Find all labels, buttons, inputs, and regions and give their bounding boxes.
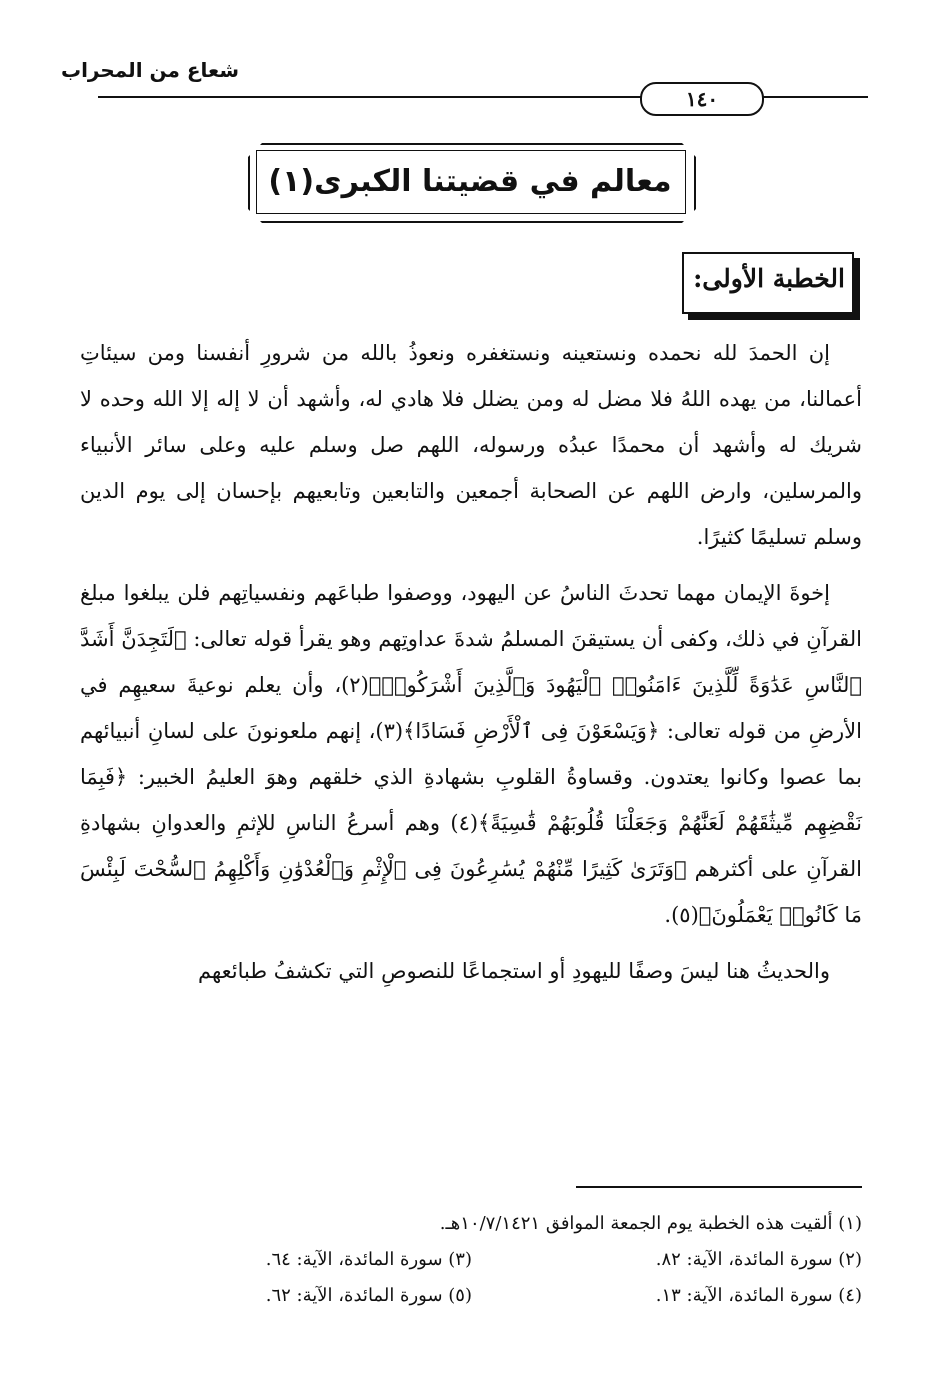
paragraph-closing: والحديثُ هنا ليسَ وصفًا لليهودِ أو استجماعًا للنصوصِ التي تكشفُ طبائعهم <box>197 959 830 983</box>
page-number: ١٤٠ <box>640 82 764 116</box>
body-text <box>80 330 862 1004</box>
section-heading: الخطبة الأولى: <box>693 264 845 293</box>
footnote-1: (١) ألقيت هذه الخطبة يوم الجمعة الموافق ١٠/٧/١٤٢١هـ. <box>439 1213 862 1234</box>
footnote-2: (٢) سورة المائدة، الآية: ٨٢. <box>655 1249 862 1270</box>
footnote-5: (٥) سورة المائدة، الآية: ٦٢. <box>265 1285 472 1306</box>
footnote-row-3 <box>80 1278 862 1314</box>
chapter-title: معالم في قضيتنا الكبرى(١) <box>268 164 672 199</box>
footnote-4: (٤) سورة المائدة، الآية: ١٣. <box>655 1285 862 1306</box>
footnote-3: (٣) سورة المائدة، الآية: ٦٤. <box>265 1249 472 1270</box>
footnote-row-1 <box>80 1206 862 1242</box>
paragraph-main: إخوةَ الإيمان مهما تحدثَ الناسُ عن اليهود، ووصفوا طباعَهم ونفسياتِهم فلن يبلغوا مبلغ القرآنِ في ذلك، وكفى أن يستيقنَ المسلمُ شدةَ عداوتِهم وهو يقرأ قوله تعالى: ﴿لَتَجِدَنَّ أَشَدَّ ٱلنَّاسِ عَدَٰوَةً لِّلَّذِينَ ءَامَنُوا۟ ٱلْيَهُودَ وَٱلَّذِينَ أَشْرَكُوا۟﴾(٢)، وأن يعلم نوعيةَ سعيهِم في الأرضِ من قوله تعالى: ﴿وَيَسْعَوْنَ فِى ٱلْأَرْضِ فَسَادًا﴾(٣)، إنهم ملعونونَ على لسانِ أنبيائهم بما عصوا وكانوا يعتدون. وقساوةُ القلوبِ بشهادةِ الذي خلقهم وهوَ العليمُ الخبير: ﴿فَبِمَا نَقْضِهِم مِّيثَٰقَهُمْ لَعَنَّٰهُمْ وَجَعَلْنَا قُلُوبَهُمْ قَٰسِيَةً﴾(٤) وهم أسرعُ الناسِ للإثمِ والعدوانِ بشهادةِ القرآنِ على أكثرهم ﴿وَتَرَىٰ كَثِيرًا مِّنْهُمْ يُسَٰرِعُونَ فِى ٱلْإِثْمِ وَٱلْعُدْوَٰنِ وَأَكْلِهِمُ ٱلسُّحْتَ لَبِئْسَ مَا كَانُوا۟ يَعْمَلُونَ﴾(٥). <box>80 581 862 927</box>
running-title: شعاع من المحراب <box>60 58 239 82</box>
footnote-row-2 <box>80 1242 862 1278</box>
paragraph-opening: إن الحمدَ لله نحمده ونستعينه ونستغفره ونعوذُ بالله من شرورِ أنفسنا ومن سيئاتِ أعمالنا، من يهده اللهُ فلا مضل له ومن يضلل فلا هادي له، وأشهد أن لا إله إلا الله وحده لا شريك له وأشهد أن محمدًا عبدُه ورسوله، اللهم صل وسلم عليه وعلى سائر الأنبياء والمرسلين، وارض اللهم عن الصحابة أجمعين والتابعين وتابعيهم بإحسان إلى يوم الدين وسلم تسليمًا كثيرًا. <box>80 341 862 549</box>
footnote-rule <box>576 1186 862 1188</box>
footnotes <box>80 1206 862 1314</box>
